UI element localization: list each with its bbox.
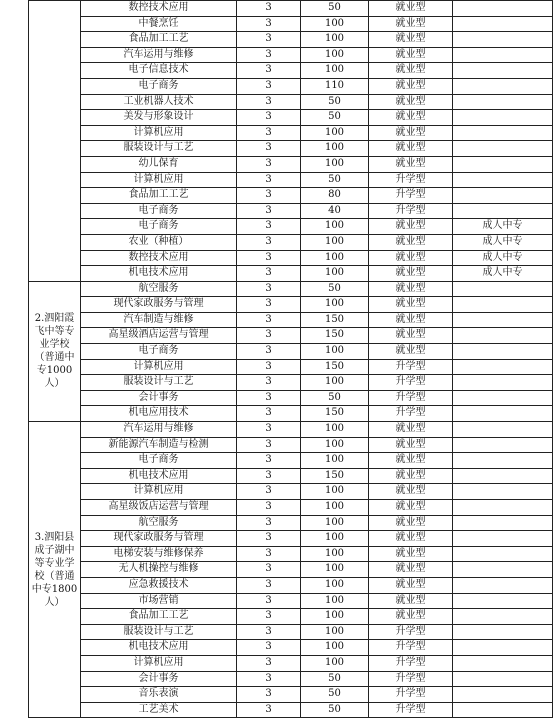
type-cell: 就业型 [369,453,453,469]
table-row [29,344,553,360]
type-cell: 就业型 [369,63,453,79]
note-cell [453,546,553,562]
table-row [29,141,553,157]
note-cell [453,359,553,375]
years-cell: 3 [237,640,301,656]
years-cell: 3 [237,577,301,593]
type-cell: 升学型 [369,390,453,406]
table-row [29,515,553,531]
major-cell: 电梯安装与维修保养 [81,546,237,562]
quota-cell: 50 [301,390,369,406]
note-cell: 成人中专 [453,234,553,250]
note-cell: 成人中专 [453,266,553,282]
note-cell [453,94,553,110]
note-cell [453,63,553,79]
major-cell: 汽车运用与维修 [81,422,237,438]
table-row [29,655,553,671]
type-cell: 就业型 [369,484,453,500]
quota-cell: 100 [301,375,369,391]
major-cell: 食品加工工艺 [81,32,237,48]
years-cell: 3 [237,141,301,157]
table-row [29,624,553,640]
table-row [29,577,553,593]
note-cell [453,344,553,360]
major-cell: 机电技术应用 [81,468,237,484]
type-cell: 就业型 [369,234,453,250]
table-row [29,468,553,484]
table-row [29,375,553,391]
note-cell [453,484,553,500]
table-row [29,671,553,687]
table-row [29,16,553,32]
type-cell: 升学型 [369,640,453,656]
table-row [29,219,553,235]
table-row [29,328,553,344]
quota-cell: 50 [301,687,369,703]
quota-cell: 150 [301,328,369,344]
table-row [29,281,553,297]
years-cell: 3 [237,593,301,609]
years-cell: 3 [237,156,301,172]
years-cell: 3 [237,1,301,17]
table-row [29,593,553,609]
major-cell: 现代家政服务与管理 [81,531,237,547]
major-cell: 服装设计与工艺 [81,624,237,640]
note-cell [453,203,553,219]
note-cell [453,1,553,17]
table-row [29,297,553,313]
table-row [29,546,553,562]
major-cell: 电子商务 [81,219,237,235]
type-cell: 升学型 [369,624,453,640]
note-cell [453,328,553,344]
quota-cell: 50 [301,94,369,110]
enrollment-table-sheet [28,0,552,718]
table-row [29,78,553,94]
quota-cell: 100 [301,500,369,516]
major-cell: 机电应用技术 [81,406,237,422]
major-cell: 食品加工工艺 [81,609,237,625]
type-cell: 升学型 [369,203,453,219]
major-cell: 电子商务 [81,78,237,94]
type-cell: 升学型 [369,359,453,375]
major-cell: 食品加工工艺 [81,188,237,204]
school-cell: 3.泗阳县成子湖中等专业学校（普通中专1800人） [29,422,81,718]
note-cell [453,609,553,625]
major-cell: 市场营销 [81,593,237,609]
major-cell: 机电技术应用 [81,266,237,282]
major-cell: 会计事务 [81,390,237,406]
major-cell: 会计事务 [81,671,237,687]
years-cell: 3 [237,188,301,204]
quota-cell: 110 [301,78,369,94]
table-row [29,1,553,17]
quota-cell: 100 [301,562,369,578]
note-cell [453,437,553,453]
note-cell [453,32,553,48]
note-cell [453,312,553,328]
major-cell: 数控技术应用 [81,1,237,17]
quota-cell: 50 [301,671,369,687]
quota-cell: 100 [301,422,369,438]
note-cell [453,422,553,438]
quota-cell: 100 [301,125,369,141]
years-cell: 3 [237,453,301,469]
years-cell: 3 [237,609,301,625]
years-cell: 3 [237,390,301,406]
type-cell: 就业型 [369,94,453,110]
table-row [29,234,553,250]
major-cell: 农业（种植） [81,234,237,250]
quota-cell: 100 [301,655,369,671]
type-cell: 就业型 [369,437,453,453]
type-cell: 就业型 [369,312,453,328]
major-cell: 航空服务 [81,515,237,531]
major-cell: 新能源汽车制造与检测 [81,437,237,453]
type-cell: 就业型 [369,32,453,48]
quota-cell: 100 [301,141,369,157]
note-cell [453,593,553,609]
years-cell: 3 [237,344,301,360]
quota-cell: 50 [301,1,369,17]
quota-cell: 100 [301,266,369,282]
quota-cell: 50 [301,172,369,188]
type-cell: 就业型 [369,515,453,531]
table-row [29,453,553,469]
major-cell: 电子商务 [81,453,237,469]
years-cell: 3 [237,297,301,313]
type-cell: 就业型 [369,577,453,593]
years-cell: 3 [237,172,301,188]
quota-cell: 100 [301,47,369,63]
type-cell: 就业型 [369,562,453,578]
table-row [29,359,553,375]
major-cell: 幼儿保育 [81,156,237,172]
type-cell: 升学型 [369,687,453,703]
quota-cell: 100 [301,609,369,625]
years-cell: 3 [237,484,301,500]
years-cell: 3 [237,500,301,516]
years-cell: 3 [237,702,301,718]
years-cell: 3 [237,655,301,671]
major-cell: 工业机器人技术 [81,94,237,110]
quota-cell: 100 [301,515,369,531]
note-cell [453,453,553,469]
note-cell [453,702,553,718]
table-row [29,203,553,219]
major-cell: 航空服务 [81,281,237,297]
years-cell: 3 [237,312,301,328]
table-row [29,47,553,63]
note-cell [453,297,553,313]
type-cell: 就业型 [369,110,453,126]
quota-cell: 150 [301,406,369,422]
type-cell: 就业型 [369,47,453,63]
note-cell [453,47,553,63]
note-cell [453,16,553,32]
quota-cell: 100 [301,593,369,609]
table-row [29,32,553,48]
table-row [29,437,553,453]
table-row [29,702,553,718]
note-cell: 成人中专 [453,219,553,235]
years-cell: 3 [237,203,301,219]
type-cell: 升学型 [369,172,453,188]
table-row [29,125,553,141]
years-cell: 3 [237,219,301,235]
quota-cell: 100 [301,640,369,656]
quota-cell: 100 [301,297,369,313]
quota-cell: 150 [301,359,369,375]
table-row [29,531,553,547]
quota-cell: 100 [301,63,369,79]
years-cell: 3 [237,375,301,391]
major-cell: 数控技术应用 [81,250,237,266]
type-cell: 就业型 [369,156,453,172]
quota-cell: 100 [301,16,369,32]
quota-cell: 50 [301,110,369,126]
years-cell: 3 [237,47,301,63]
type-cell: 升学型 [369,406,453,422]
note-cell [453,156,553,172]
quota-cell: 150 [301,312,369,328]
years-cell: 3 [237,406,301,422]
type-cell: 就业型 [369,266,453,282]
major-cell: 计算机应用 [81,125,237,141]
years-cell: 3 [237,562,301,578]
table-row [29,484,553,500]
note-cell [453,671,553,687]
major-cell: 中餐烹饪 [81,16,237,32]
quota-cell: 100 [301,484,369,500]
note-cell [453,577,553,593]
quota-cell: 100 [301,453,369,469]
quota-cell: 40 [301,203,369,219]
quota-cell: 100 [301,219,369,235]
quota-cell: 100 [301,344,369,360]
type-cell: 就业型 [369,281,453,297]
type-cell: 就业型 [369,344,453,360]
major-cell: 应急救援技术 [81,577,237,593]
type-cell: 就业型 [369,250,453,266]
note-cell [453,390,553,406]
major-cell: 电子商务 [81,344,237,360]
type-cell: 就业型 [369,328,453,344]
quota-cell: 150 [301,468,369,484]
years-cell: 3 [237,531,301,547]
years-cell: 3 [237,94,301,110]
quota-cell: 100 [301,546,369,562]
note-cell [453,406,553,422]
major-cell: 美发与形象设计 [81,110,237,126]
years-cell: 3 [237,422,301,438]
quota-cell: 50 [301,702,369,718]
note-cell [453,141,553,157]
table-row [29,609,553,625]
type-cell: 就业型 [369,531,453,547]
note-cell [453,468,553,484]
table-row [29,156,553,172]
table-row [29,312,553,328]
note-cell [453,125,553,141]
major-cell: 无人机操控与维修 [81,562,237,578]
note-cell [453,78,553,94]
years-cell: 3 [237,266,301,282]
note-cell [453,687,553,703]
major-cell: 工艺美术 [81,702,237,718]
major-cell: 电子商务 [81,203,237,219]
table-row [29,172,553,188]
school-cell [29,1,81,282]
years-cell: 3 [237,63,301,79]
years-cell: 3 [237,624,301,640]
major-cell: 计算机应用 [81,655,237,671]
years-cell: 3 [237,671,301,687]
type-cell: 升学型 [369,671,453,687]
table-row [29,188,553,204]
table-row [29,562,553,578]
quota-cell: 100 [301,437,369,453]
note-cell: 成人中专 [453,250,553,266]
major-cell: 音乐表演 [81,687,237,703]
quota-cell: 100 [301,624,369,640]
years-cell: 3 [237,250,301,266]
major-cell: 电子信息技术 [81,63,237,79]
type-cell: 就业型 [369,468,453,484]
note-cell [453,281,553,297]
major-cell: 服装设计与工艺 [81,375,237,391]
quota-cell: 100 [301,32,369,48]
note-cell [453,531,553,547]
major-cell: 高星级酒店运营与管理 [81,328,237,344]
years-cell: 3 [237,515,301,531]
table-row [29,63,553,79]
note-cell [453,188,553,204]
years-cell: 3 [237,110,301,126]
major-cell: 高星级饭店运营与管理 [81,500,237,516]
note-cell [453,655,553,671]
quota-cell: 100 [301,250,369,266]
type-cell: 就业型 [369,16,453,32]
major-cell: 计算机应用 [81,359,237,375]
quota-cell: 100 [301,156,369,172]
note-cell [453,515,553,531]
years-cell: 3 [237,437,301,453]
enrollment-table-body [29,1,553,718]
major-cell: 服装设计与工艺 [81,141,237,157]
note-cell [453,172,553,188]
table-row [29,250,553,266]
note-cell [453,624,553,640]
note-cell [453,375,553,391]
type-cell: 就业型 [369,78,453,94]
table-row [29,422,553,438]
table-row [29,110,553,126]
years-cell: 3 [237,125,301,141]
enrollment-table [28,0,553,718]
quota-cell: 80 [301,188,369,204]
type-cell: 就业型 [369,609,453,625]
quota-cell: 50 [301,281,369,297]
major-cell: 机电技术应用 [81,640,237,656]
table-row [29,640,553,656]
type-cell: 升学型 [369,375,453,391]
years-cell: 3 [237,281,301,297]
years-cell: 3 [237,32,301,48]
type-cell: 升学型 [369,702,453,718]
major-cell: 计算机应用 [81,172,237,188]
note-cell [453,640,553,656]
years-cell: 3 [237,359,301,375]
major-cell: 汽车运用与维修 [81,47,237,63]
note-cell [453,500,553,516]
type-cell: 就业型 [369,500,453,516]
table-row [29,687,553,703]
table-row [29,406,553,422]
years-cell: 3 [237,328,301,344]
years-cell: 3 [237,687,301,703]
type-cell: 就业型 [369,546,453,562]
type-cell: 就业型 [369,593,453,609]
note-cell [453,110,553,126]
years-cell: 3 [237,546,301,562]
table-row [29,390,553,406]
quota-cell: 100 [301,577,369,593]
table-row [29,94,553,110]
note-cell [453,562,553,578]
type-cell: 升学型 [369,655,453,671]
type-cell: 就业型 [369,141,453,157]
school-cell: 2.泗阳霞飞中等专业学校（普通中专1000人） [29,281,81,421]
type-cell: 就业型 [369,125,453,141]
years-cell: 3 [237,234,301,250]
years-cell: 3 [237,78,301,94]
table-row [29,266,553,282]
quota-cell: 100 [301,531,369,547]
type-cell: 就业型 [369,422,453,438]
years-cell: 3 [237,468,301,484]
type-cell: 升学型 [369,188,453,204]
type-cell: 就业型 [369,1,453,17]
years-cell: 3 [237,16,301,32]
major-cell: 汽车制造与维修 [81,312,237,328]
major-cell: 现代家政服务与管理 [81,297,237,313]
table-row [29,500,553,516]
type-cell: 就业型 [369,297,453,313]
quota-cell: 100 [301,234,369,250]
major-cell: 计算机应用 [81,484,237,500]
type-cell: 就业型 [369,219,453,235]
